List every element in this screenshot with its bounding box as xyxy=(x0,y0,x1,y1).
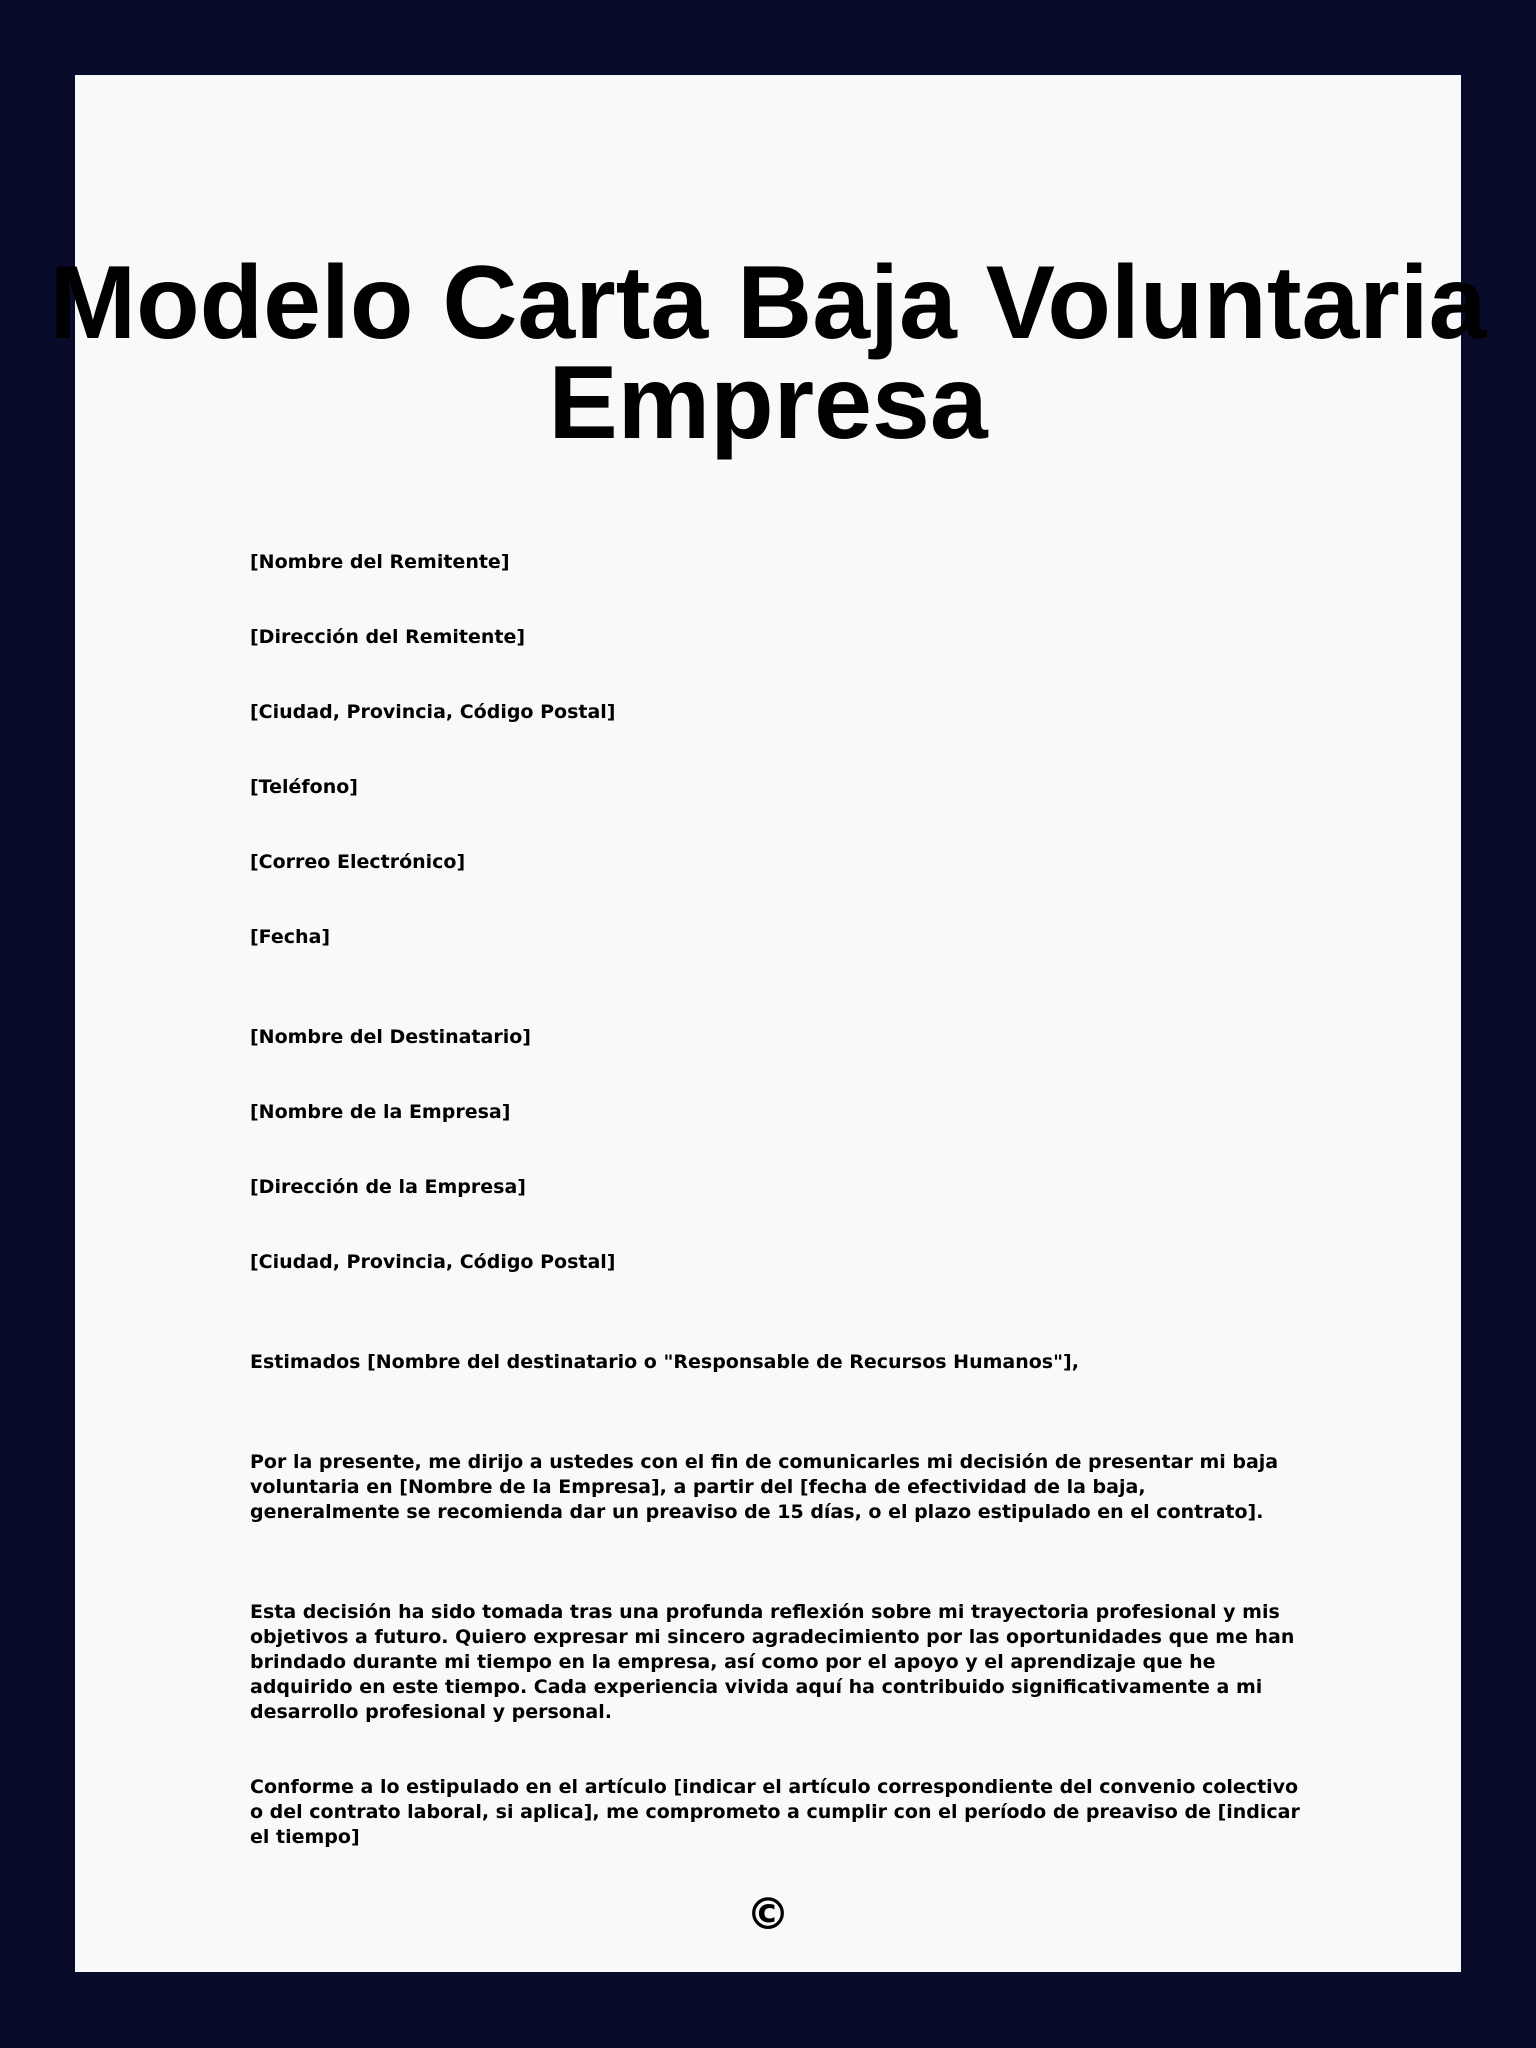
letter-paragraph: Por la presente, me dirijo a ustedes con el fin de comunicarles mi decisión de presentar mi baja voluntaria en [Nombre de la Empresa], a partir del [fecha de efectividad de la baja, generalmente se recomienda dar un preaviso de 15 días, o el plazo estipulado en el contrato]. xyxy=(250,1451,1279,1523)
sender-phone: [Teléfono] xyxy=(250,776,358,798)
sender-name: [Nombre del Remitente] xyxy=(250,551,510,573)
sender-city: [Ciudad, Provincia, Código Postal] xyxy=(250,701,616,723)
letter-greeting: Estimados [Nombre del destinatario o "Responsable de Recursos Humanos"], xyxy=(250,1351,1079,1373)
sender-address: [Dirección del Remitente] xyxy=(250,626,526,648)
letter-paragraph: Conforme a lo estipulado en el artículo [indicar el artículo correspondiente del convenio colectivo o del contrato laboral, si aplica], me comprometo a cumplir con el período de preaviso de [indicar el tiempo] xyxy=(250,1776,1300,1848)
recipient-name: [Nombre del Destinatario] xyxy=(250,1026,531,1048)
recipient-city: [Ciudad, Provincia, Código Postal] xyxy=(250,1251,616,1273)
letter-date: [Fecha] xyxy=(250,926,331,948)
letter-paragraph: Esta decisión ha sido tomada tras una profunda reflexión sobre mi trayectoria profesional y mis objetivos a futuro. Quiero expresar mi sincero agradecimiento por las oportunidades que me han brindado durante mi tiempo en la empresa, así como por el apoyo y el aprendizaje que he adquirido en este tiempo. Cada experiencia vivida aquí ha contribuido significativamente a mi desarrollo profesional y personal. xyxy=(250,1601,1295,1723)
copyright-icon: © xyxy=(746,1889,790,1940)
sender-email: [Correo Electrónico] xyxy=(250,851,466,873)
document-title: Modelo Carta Baja Voluntaria Empresa xyxy=(49,245,1487,461)
recipient-address: [Dirección de la Empresa] xyxy=(250,1176,526,1198)
recipient-company: [Nombre de la Empresa] xyxy=(250,1101,511,1123)
document-page xyxy=(49,75,1487,1972)
